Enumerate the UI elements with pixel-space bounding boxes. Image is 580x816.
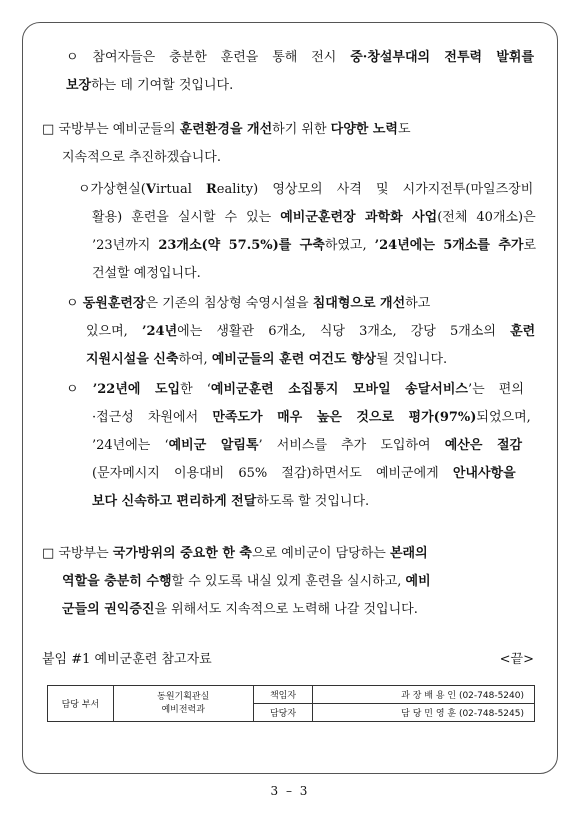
dept-name-line2: 예비전력과 <box>161 704 205 715</box>
text-run: 있으며, <box>86 324 142 339</box>
emphasized-text: 보다 신속하고 편리하게 전달 <box>92 494 257 509</box>
checkbox-bullet: □ <box>42 122 59 137</box>
paragraph-line <box>78 176 533 204</box>
emphasized-text: 안내사항을 <box>452 466 516 481</box>
emphasized-text: ’24년 <box>141 324 178 339</box>
text-run: 하도록 할 것입니다. <box>256 494 370 509</box>
text-run: 활용) 훈련을 실시할 수 있는 <box>92 210 281 225</box>
paragraph-line <box>62 144 221 172</box>
text-run: 국방부는 <box>58 546 113 561</box>
emphasized-text: 예비 <box>405 574 431 589</box>
contact-role: 책임자 <box>253 686 313 704</box>
emphasized-text: 지원시설을 신축 <box>86 352 179 367</box>
text-run: 을 위해서도 지속적으로 노력해 나갈 것입니다. <box>154 602 418 617</box>
text-run: 한 ‘ <box>180 382 211 397</box>
text-run: ’ 서비스를 추가 도입하여 <box>258 438 445 453</box>
emphasized-text: 예산은 절감 <box>444 438 523 453</box>
text-run: ㅇ가상현실( <box>78 182 146 197</box>
dept-label: 담당 부서 <box>48 686 114 722</box>
text-run: (전체 40개소)은 <box>437 210 536 225</box>
text-run: 할 수 있도록 내실 있게 훈련을 실시하고, <box>171 574 406 589</box>
checkbox-bullet: □ <box>42 546 59 561</box>
emphasized-text: 다양한 노력 <box>330 122 398 137</box>
paragraph-line <box>92 432 522 460</box>
attachment-label: 붙임 #1 예비군훈련 참고자료 <box>42 652 212 667</box>
emphasized-text: 훈련 <box>510 324 536 339</box>
dept-name-line1: 동원기획관실 <box>157 691 210 702</box>
emphasized-text: 역할을 충분히 수행 <box>62 574 172 589</box>
text-run: 될 것입니다. <box>376 352 448 367</box>
emphasized-text: 동원훈련장 <box>82 296 146 311</box>
emphasized-text: 군들의 권익증진 <box>62 602 155 617</box>
emphasized-text: 23개소(약 57.5%)를 구축 <box>158 238 325 253</box>
emphasized-text: 예비군훈련 소집통지 모바일 송달서비스 <box>210 382 468 397</box>
text-run: 하는 데 기여할 것입니다. <box>91 78 234 93</box>
text-run: 로 <box>523 238 537 253</box>
contact-info: 과 장 배 용 인 (02-748-5240) <box>313 686 535 704</box>
paragraph-line <box>66 376 524 404</box>
text-run: 건설할 예정입니다. <box>92 266 201 281</box>
paragraph-line <box>92 460 516 488</box>
paragraph-line <box>66 44 534 72</box>
text-run: 하고 <box>405 296 431 311</box>
text-run: ·접근성 차원에서 <box>92 410 213 425</box>
emphasized-text: 보장 <box>66 78 92 93</box>
contact-table <box>47 685 535 722</box>
text-run: 으로 예비군이 담당하는 <box>251 546 390 561</box>
emphasized-text: R <box>205 182 217 197</box>
text-run: ’23년까지 <box>92 238 159 253</box>
text-run: 국방부는 예비군들의 <box>58 122 180 137</box>
text-run: 은 기존의 침상형 숙영시설을 <box>145 296 313 311</box>
text-run: (문자메시지 이용대비 65% 절감)하면서도 예비군에게 <box>92 466 453 481</box>
emphasized-text: 예비군 알림톡 <box>168 438 259 453</box>
paragraph-line <box>66 290 430 318</box>
paragraph-line <box>86 346 447 374</box>
paragraph-line <box>92 260 201 288</box>
emphasized-text: 본래의 <box>389 546 428 561</box>
text-run: 하기 위한 <box>272 122 331 137</box>
emphasized-text: 만족도가 매우 높은 것으로 평가(97%) <box>212 410 477 425</box>
emphasized-text: 중·창설부대의 전투력 발휘를 <box>350 50 535 65</box>
paragraph-line <box>92 488 369 516</box>
text-run: ㅇ <box>66 382 93 397</box>
text-run: eality) 영상모의 사격 및 시가지전투(마일즈장비 <box>216 182 534 197</box>
text-run: 에는 생활관 6개소, 식당 3개소, 강당 5개소의 <box>177 324 511 339</box>
emphasized-text: 예비군들의 훈련 여건도 향상 <box>211 352 377 367</box>
emphasized-text: 침대형으로 개선 <box>312 296 406 311</box>
paragraph-line <box>42 540 428 568</box>
text-run: 되었으며, <box>476 410 531 425</box>
emphasized-text: ’22년에 도입 <box>92 382 181 397</box>
page-number: 3 – 3 <box>270 784 310 798</box>
emphasized-text: ’24년에는 5개소를 추가 <box>374 238 524 253</box>
text-run: 하였고, <box>324 238 375 253</box>
text-run: 지속적으로 추진하겠습니다. <box>62 150 221 165</box>
paragraph-line <box>62 568 431 596</box>
paragraph-line <box>62 596 418 624</box>
paragraph-line <box>42 116 411 144</box>
contact-role: 담당자 <box>253 704 313 722</box>
text-run: irtual <box>155 182 206 197</box>
emphasized-text: V <box>145 182 156 197</box>
dept-name <box>113 686 253 722</box>
emphasized-text: 훈련환경을 개선 <box>179 122 273 137</box>
paragraph-line <box>86 318 535 346</box>
paragraph-line <box>92 204 536 232</box>
contact-info: 담 당 민 영 훈 (02-748-5245) <box>313 704 535 722</box>
emphasized-text: 예비군훈련장 과학화 사업 <box>280 210 438 225</box>
text-run: 하여, <box>178 352 212 367</box>
paragraph-line <box>92 404 531 432</box>
text-run: 도 <box>397 122 411 137</box>
emphasized-text: 국가방위의 중요한 한 축 <box>112 546 252 561</box>
end-mark: <끝> <box>499 652 534 667</box>
paragraph-line <box>66 72 233 100</box>
text-run: ’24년에는 ‘ <box>92 438 169 453</box>
text-run: ㅇ <box>66 296 83 311</box>
text-run: ’는 편의 <box>467 382 524 397</box>
text-run: ㅇ 참여자들은 충분한 훈련을 통해 전시 <box>66 50 351 65</box>
paragraph-line <box>92 232 536 260</box>
